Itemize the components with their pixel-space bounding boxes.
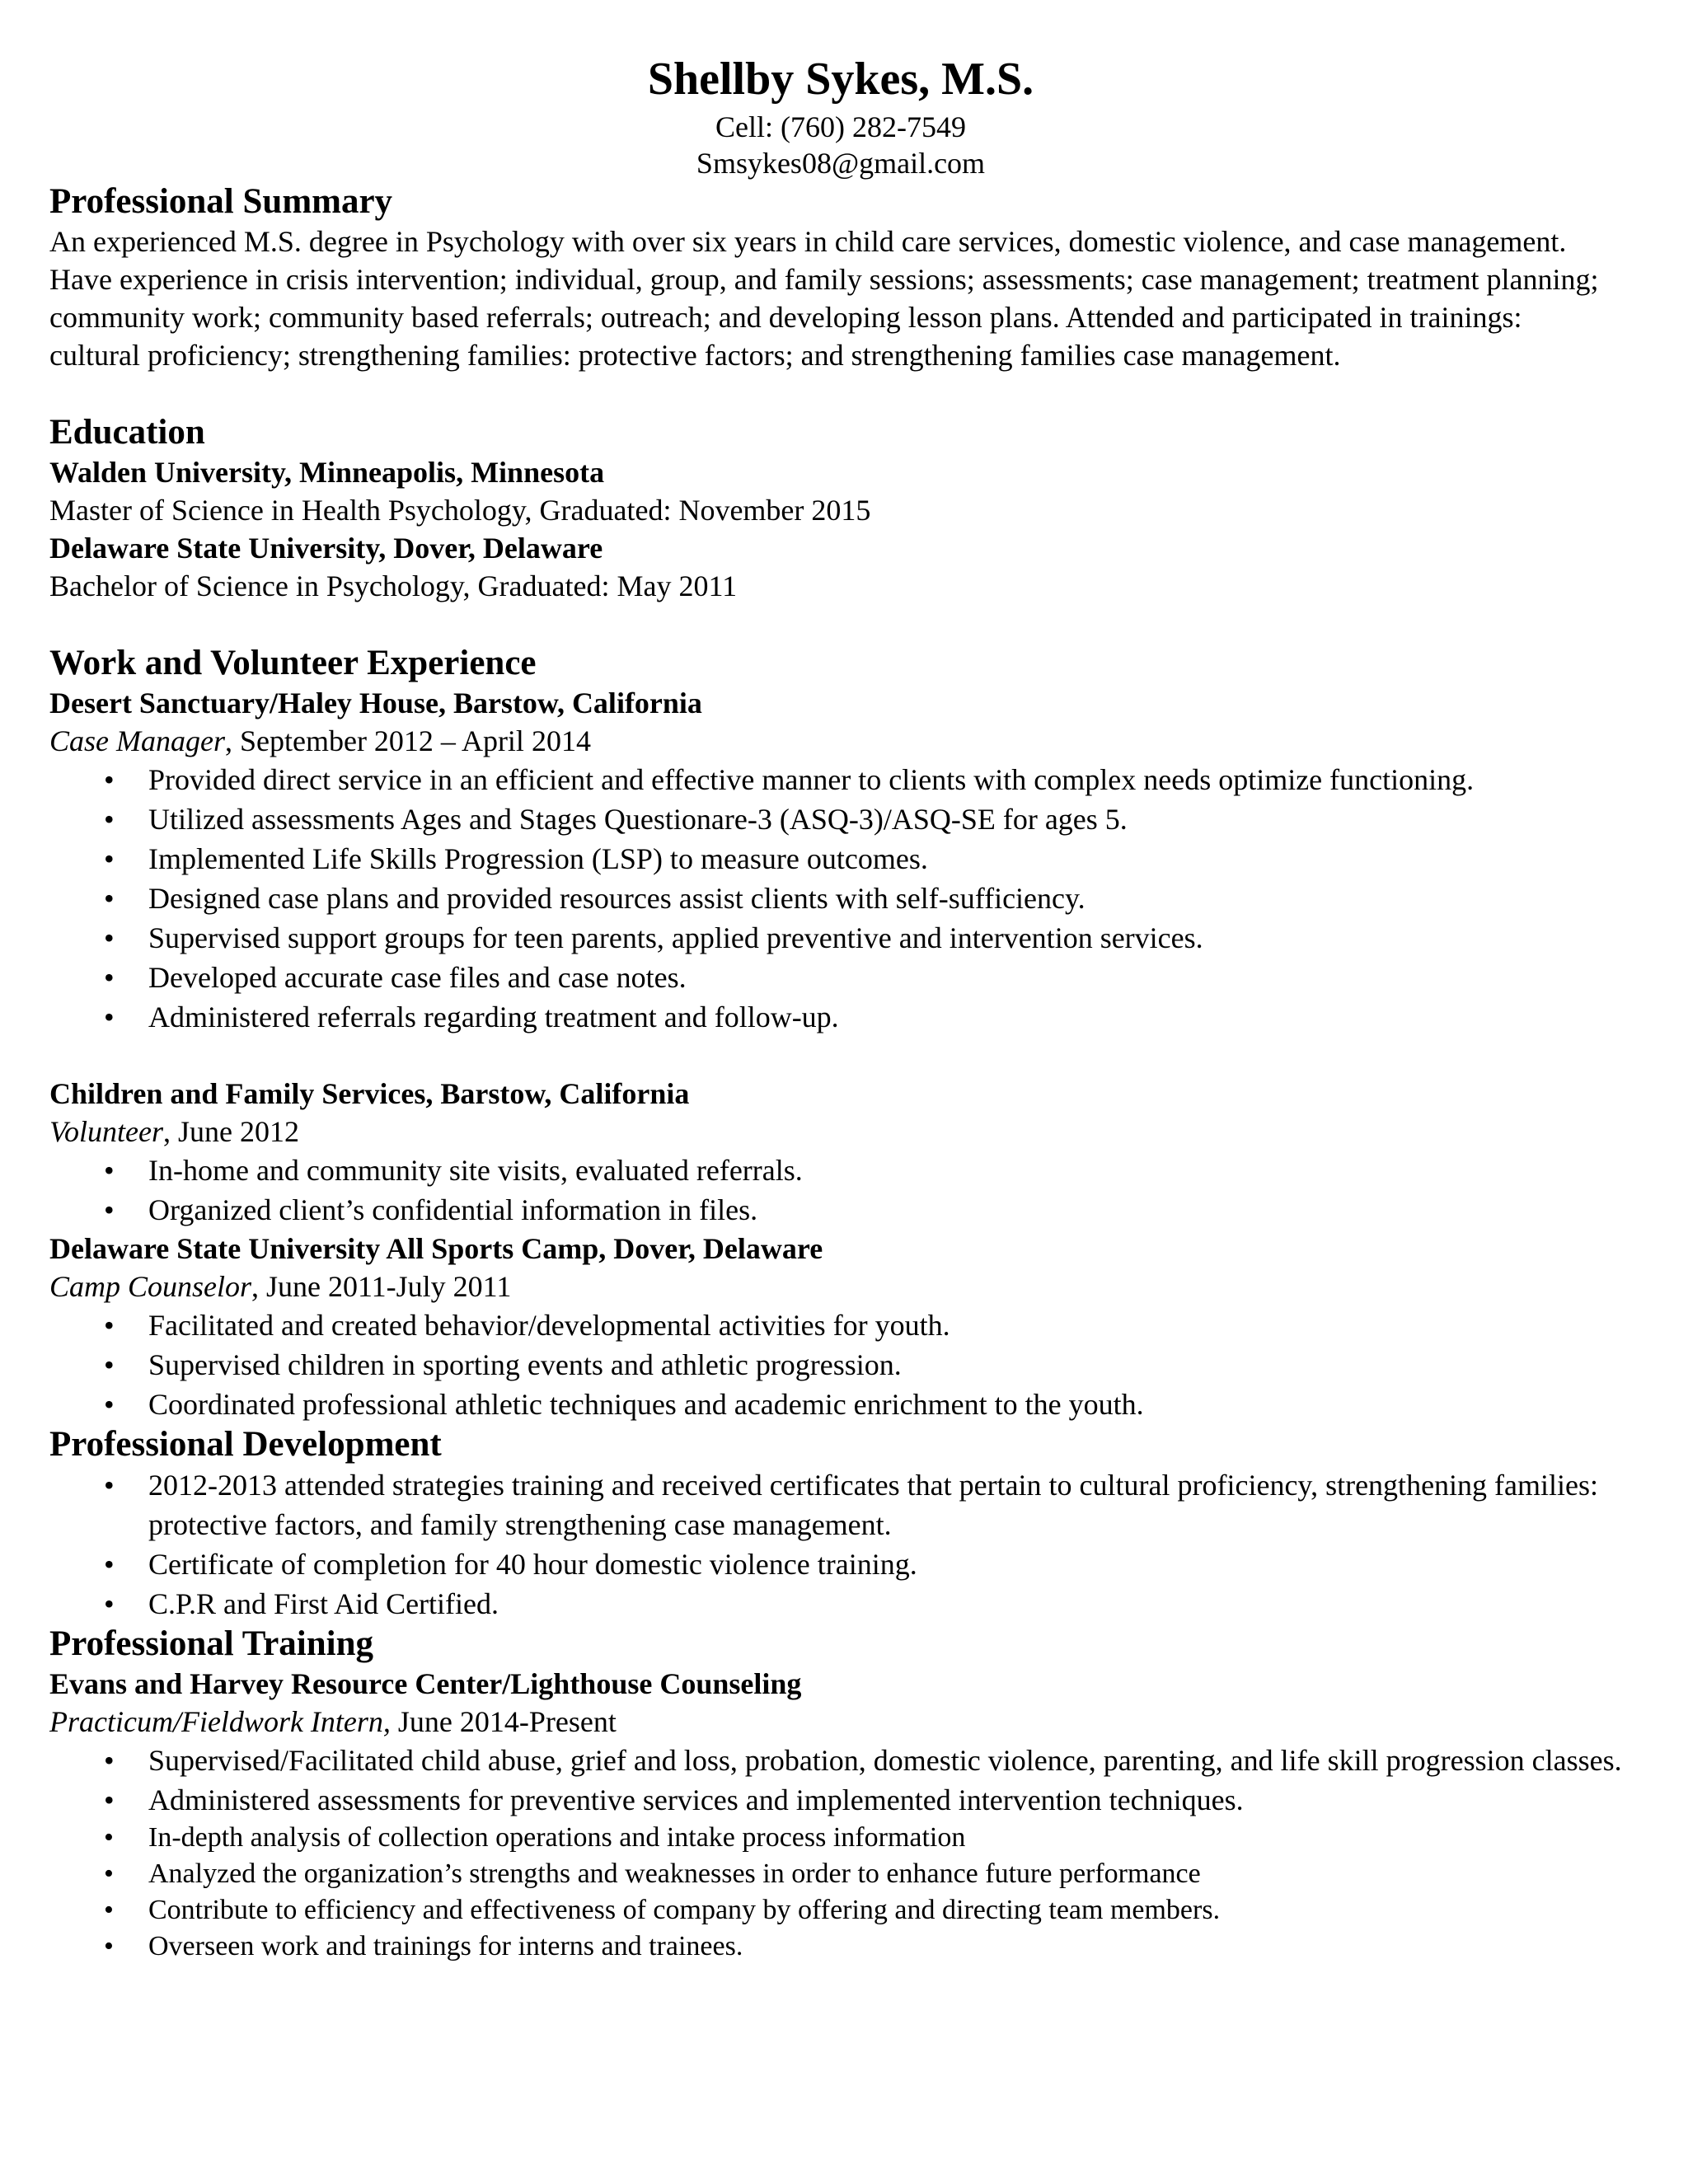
bullet-icon: • <box>104 1783 115 1816</box>
job-dates: , June 2012 <box>162 1115 299 1148</box>
bullet-item: • Administered referrals regarding treatment and follow-up. <box>49 997 1657 1037</box>
job-organization: Children and Family Services, Barstow, California <box>49 1077 690 1110</box>
bullet-item: • In-home and community site visits, evaluated referrals. <box>49 1151 1657 1190</box>
training-heading: Professional Training <box>49 1624 374 1663</box>
education-section <box>49 412 1657 605</box>
education-school: Walden University, Minneapolis, Minnesota <box>49 456 605 489</box>
job-role-line <box>49 1113 1657 1151</box>
bullet-icon: • <box>104 803 115 836</box>
job-entry <box>49 684 1657 1037</box>
education-degree: Bachelor of Science in Psychology, Graduated: May 2011 <box>49 569 738 602</box>
job-entry <box>49 1230 1657 1424</box>
bullet-item: • In-depth analysis of collection operations and intake process information <box>49 1820 1657 1856</box>
bullet-item: • Provided direct service in an efficient and effective manner to clients with complex needs optimize functioning. <box>49 760 1657 799</box>
job-dates: , September 2012 – April 2014 <box>224 724 591 757</box>
job-bullets <box>49 1151 1657 1230</box>
bullet-item: • Administered assessments for preventive services and implemented intervention techniques. <box>49 1780 1657 1820</box>
email-address: Smsykes08@gmail.com <box>696 147 986 180</box>
summary-text: An experienced M.S. degree in Psychology with over six years in child care services, domestic violence, and case management. Have experience in crisis intervention; individual, group, and family sessions; assessments; case management; treatment planning; community work; community based referrals; outreach; and developing lesson plans. Attended and participated in trainings: cultural proficiency; strengthening families: protective factors; and strengthening families case management. <box>49 225 1606 372</box>
bullet-icon: • <box>104 961 115 994</box>
job-role: Camp Counselor <box>49 1270 252 1303</box>
job-bullets <box>49 1305 1657 1424</box>
bullet-item: • 2012-2013 attended strategies training and received certificates that pertain to cultural proficiency, strengthening families: protective factors, and family strengthening case management. <box>49 1465 1657 1544</box>
development-heading: Professional Development <box>49 1425 442 1464</box>
education-heading: Education <box>49 413 205 452</box>
experience-heading: Work and Volunteer Experience <box>49 644 537 682</box>
training-bullets-small <box>49 1820 1657 1965</box>
job-role-line <box>49 722 1657 760</box>
bullet-icon: • <box>104 1348 115 1381</box>
bullet-icon: • <box>104 882 115 915</box>
bullet-item: • Developed accurate case files and case notes. <box>49 958 1657 997</box>
bullet-item: • Designed case plans and provided resources assist clients with self-sufficiency. <box>49 879 1657 918</box>
job-organization: Desert Sanctuary/Haley House, Barstow, California <box>49 687 702 719</box>
bullet-item: • Utilized assessments Ages and Stages Questionare-3 (ASQ-3)/ASQ-SE for ages 5. <box>49 799 1657 839</box>
job-dates: , June 2011-July 2011 <box>251 1270 512 1303</box>
training-dates: June 2014-Present <box>390 1705 617 1738</box>
bullet-item: • Coordinated professional athletic techniques and academic enrichment to the youth. <box>49 1385 1657 1424</box>
cell-phone: Cell: (760) 282-7549 <box>715 110 966 143</box>
bullet-icon: • <box>104 1587 115 1620</box>
job-bullets <box>49 760 1657 1037</box>
development-section <box>49 1424 1657 1624</box>
bullet-icon: • <box>104 842 115 875</box>
bullet-item: • Supervised children in sporting events and athletic progression. <box>49 1345 1657 1385</box>
bullet-item: • Implemented Life Skills Progression (LSP) to measure outcomes. <box>49 839 1657 879</box>
training-role: Practicum/Fieldwork Intern, <box>49 1705 391 1738</box>
bullet-icon: • <box>104 1931 114 1961</box>
bullet-icon: • <box>104 1858 114 1889</box>
bullet-icon: • <box>104 921 115 954</box>
education-degree: Master of Science in Health Psychology, Graduated: November 2015 <box>49 494 871 527</box>
training-bullets <box>49 1741 1657 1820</box>
bullet-icon: • <box>104 1388 115 1421</box>
bullet-item: • C.P.R and First Aid Certified. <box>49 1584 1657 1624</box>
bullet-icon: • <box>104 1154 115 1187</box>
bullet-icon: • <box>104 763 115 796</box>
bullet-item: • Organized client’s confidential information in files. <box>49 1190 1657 1230</box>
bullet-icon: • <box>104 1822 114 1853</box>
bullet-icon: • <box>104 1309 115 1342</box>
bullet-item: • Supervised support groups for teen parents, applied preventive and intervention services. <box>49 918 1657 958</box>
bullet-item: • Analyzed the organization’s strengths and weaknesses in order to enhance future performance <box>49 1856 1657 1892</box>
bullet-item: • Overseen work and trainings for interns and trainees. <box>49 1929 1657 1965</box>
experience-section <box>49 643 1657 1424</box>
bullet-item: • Contribute to efficiency and effectiveness of company by offering and directing team members. <box>49 1892 1657 1929</box>
resume-page <box>49 49 1657 1965</box>
bullet-icon: • <box>104 1548 115 1581</box>
development-bullets <box>49 1465 1657 1624</box>
job-role-line <box>49 1268 1657 1305</box>
education-school: Delaware State University, Dover, Delaware <box>49 532 603 565</box>
candidate-name: Shellby Sykes, M.S. <box>647 54 1034 105</box>
summary-section <box>49 181 1657 374</box>
bullet-item: • Facilitated and created behavior/developmental activities for youth. <box>49 1305 1657 1345</box>
job-role: Case Manager <box>49 724 225 757</box>
training-organization: Evans and Harvey Resource Center/Lighthouse Counseling <box>49 1667 802 1700</box>
bullet-icon: • <box>104 1001 115 1033</box>
bullet-icon: • <box>104 1193 115 1226</box>
bullet-icon: • <box>104 1744 115 1777</box>
job-entry <box>49 1075 1657 1230</box>
bullet-icon: • <box>104 1469 115 1502</box>
job-role: Volunteer <box>49 1115 163 1148</box>
bullet-icon: • <box>104 1895 114 1925</box>
bullet-item: • Certificate of completion for 40 hour domestic violence training. <box>49 1544 1657 1584</box>
resume-header <box>49 49 1632 181</box>
summary-heading: Professional Summary <box>49 182 393 221</box>
job-organization: Delaware State University All Sports Camp, Dover, Delaware <box>49 1232 823 1265</box>
training-role-line <box>49 1703 1657 1741</box>
bullet-item: • Supervised/Facilitated child abuse, grief and loss, probation, domestic violence, parenting, and life skill progression classes. <box>49 1741 1657 1780</box>
training-section <box>49 1624 1657 1965</box>
